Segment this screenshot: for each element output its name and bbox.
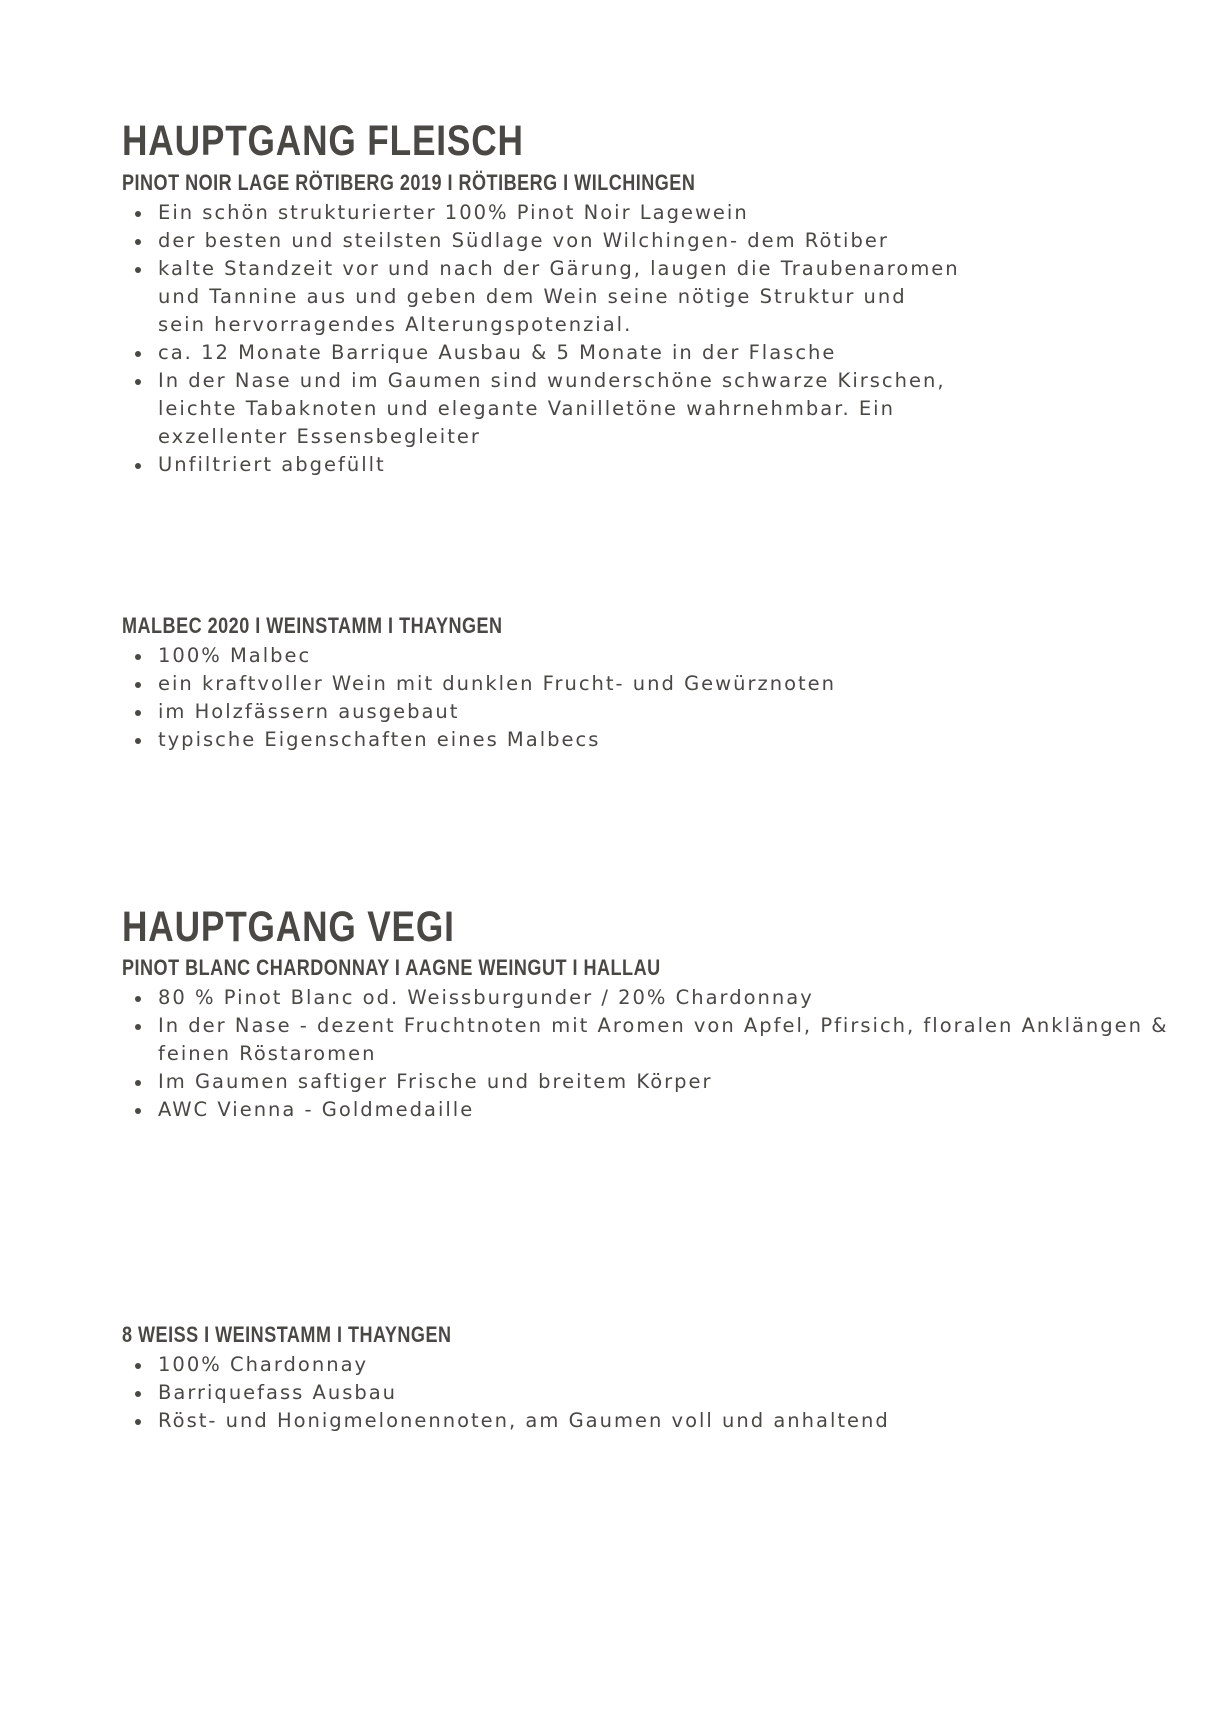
wine-fact: Ein schön strukturierter 100% Pinot Noir Lagewein (122, 199, 1182, 227)
wine-fact: AWC Vienna - Goldmedaille (122, 1096, 1182, 1124)
wine-fact: Barriquefass Ausbau (122, 1379, 1182, 1407)
wine-entry-8-weiss (122, 1322, 1182, 1435)
wine-entry-pinot-blanc-chardonnay (122, 955, 1182, 1124)
wine-title: PINOT NOIR LAGE RÖTIBERG 2019 I RÖTIBERG I WILCHINGEN (122, 170, 696, 195)
wine-fact: ein kraftvoller Wein mit dunklen Frucht- und Gewürznoten (122, 670, 1182, 698)
wine-title: PINOT BLANC CHARDONNAY I AAGNE WEINGUT I HALLAU (122, 955, 661, 980)
wine-entry-pinot-noir (122, 170, 1182, 479)
wine-facts-list (122, 642, 1182, 754)
wine-fact: kalte Standzeit vor und nach der Gärung, laugen die Traubenaromen und Tannine aus und geben dem Wein seine nötige Struktur und sein hervorragendes Alterungspotenzial. (122, 255, 1182, 339)
wine-fact: der besten und steilsten Südlage von Wilchingen- dem Rötiber (122, 227, 1182, 255)
wine-fact: typische Eigenschaften eines Malbecs (122, 726, 1182, 754)
wine-facts-list (122, 199, 1182, 479)
wine-fact: Röst- und Honigmelonennoten, am Gaumen voll und anhaltend (122, 1407, 1182, 1435)
wine-fact: im Holzfässern ausgebaut (122, 698, 1182, 726)
wine-fact: In der Nase - dezent Fruchtnoten mit Aromen von Apfel, Pfirsich, floralen Anklängen & feinen Röstaromen (122, 1012, 1182, 1068)
section-title-hauptgang-fleisch: HAUPTGANG FLEISCH (122, 117, 524, 165)
wine-facts-list (122, 984, 1182, 1124)
wine-title: MALBEC 2020 I WEINSTAMM I THAYNGEN (122, 613, 503, 638)
wine-entry-malbec (122, 613, 1182, 754)
wine-fact: Unfiltriert abgefüllt (122, 451, 1182, 479)
wine-fact: 100% Chardonnay (122, 1351, 1182, 1379)
wine-fact: 80 % Pinot Blanc od. Weissburgunder / 20% Chardonnay (122, 984, 1182, 1012)
wine-fact: ca. 12 Monate Barrique Ausbau & 5 Monate in der Flasche (122, 339, 1182, 367)
wine-title: 8 WEISS I WEINSTAMM I THAYNGEN (122, 1322, 452, 1347)
wine-fact: 100% Malbec (122, 642, 1182, 670)
wine-fact: In der Nase und im Gaumen sind wunderschöne schwarze Kirschen, leichte Tabaknoten und elegante Vanilletöne wahrnehmbar. Ein exzellenter Essensbegleiter (122, 367, 1182, 451)
section-title-hauptgang-vegi: HAUPTGANG VEGI (122, 903, 455, 951)
wine-fact: Im Gaumen saftiger Frische und breitem Körper (122, 1068, 1182, 1096)
wine-facts-list (122, 1351, 1182, 1435)
